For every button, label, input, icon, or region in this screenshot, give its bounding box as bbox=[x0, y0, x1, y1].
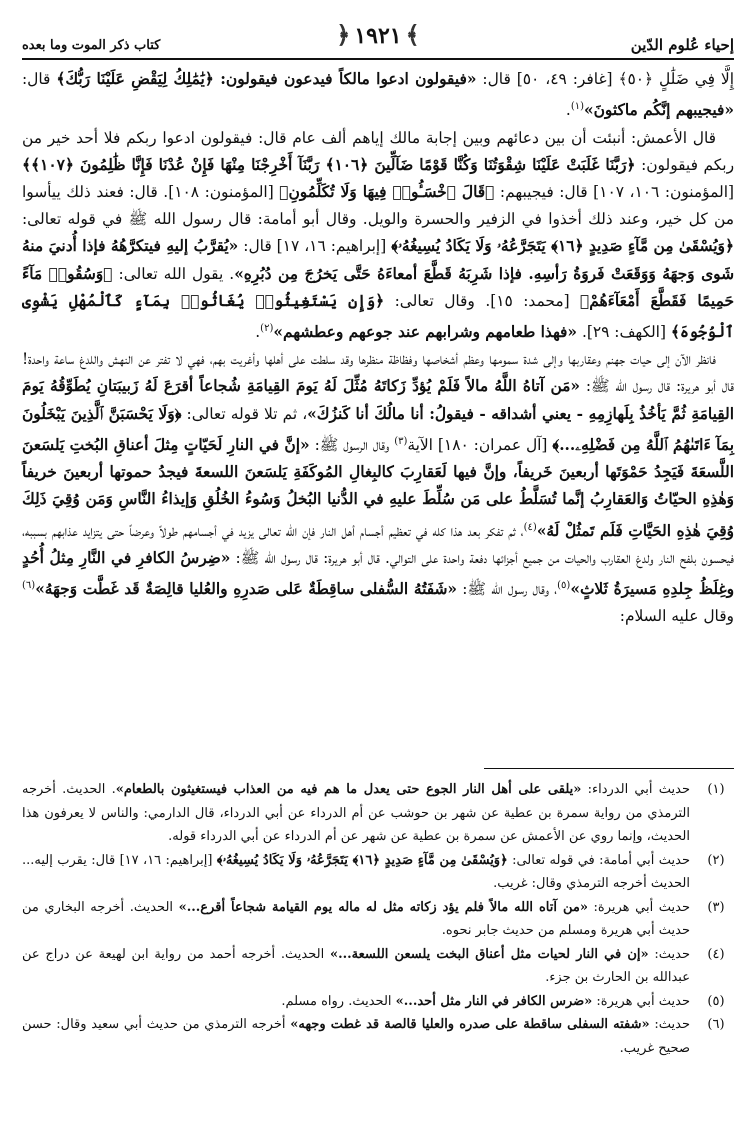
footnote-text bbox=[22, 947, 690, 986]
text-run: [إبراهيم: ١٦، ١٧] قال: bbox=[238, 237, 392, 256]
text-run: . يقول الله تعالى: bbox=[112, 264, 235, 283]
hadith-quote: «من آتاه الله مالاً فلم يؤد زكاته مثل له ماله يوم القيامة شجاعاً أقرع...» bbox=[178, 899, 588, 915]
text-run: إِلَّا فِي ضَلَٰلٍ ﴿٥٠﴾ [غافر: ٤٩، ٥٠] قال: bbox=[476, 70, 734, 88]
footnote-text bbox=[281, 994, 690, 1009]
footnote-text bbox=[22, 853, 690, 892]
text-run: وقال الرسول ﷺ: bbox=[309, 436, 395, 455]
text-run: [المؤمنون: ١٠٨]. قال: فعند ذلك ييأسوا من كل خير، وعند ذلك أخذوا في الزفير والحسرة والويل. وقال أبو أمامة: قال رسول الله ﷺ في قوله تعالى: bbox=[22, 182, 734, 229]
text-run: الحديث. أخرجه البخاري من حديث أبي هريرة ومسلم من حديث جابر نحوه. bbox=[22, 899, 690, 938]
footnote-ref: (١) bbox=[570, 101, 585, 113]
hadith-quote: «إنَّ في النارِ لَحَيّاتٍ مِثلَ أعناقِ البُختِ يَلسَعنَ اللَّسعَةَ فَيَجِدُ حَمْوَتَها أربعينَ خَريفاً، وإنَّ فيها لَعَقارِبَ كالبِغالِ المُوكَفَةِ يَلسَعنَ اللسعةَ فيجدُ حموتها أربعينَ خريفاً وَهٰذِهِ الحيّاتُ وَالعَقارِبُ إنَّما تُسَلَّطُ على مَن سُلِّطَ عليهِ في الدُّنيا البُخلُ وَسُوءُ الخُلُقِ وَإيذاءُ النَّاسِ وَمَن وُقِيَ ذَلِكَ وُقِيَ هٰذِهِ الحَيَّاتِ فَلَم تَمثُلْ لَهُ» bbox=[22, 436, 734, 540]
left-bracket-ornament-icon: ﴾ bbox=[405, 20, 420, 49]
quran-verse: ﴿قَالَ ٱخْسَـُٔوا۟ فِيهَا وَلَا تُكَلِّمُونِ﴾ bbox=[279, 182, 495, 201]
text-run: قال الأعمش: أنبئت أن بين دعائهم وبين إجابة مالك إياهم ألف عام قال: فيقولون ادعوا ربكم فلا أحد خير من ربكم فيقولون: bbox=[22, 128, 734, 174]
text-run: ، ثم تفكر بعد هذا كله في تعظيم أجسام أهل النار فإن الله تعالى يزيد في أجسامهم طولاً وعرضاً حتى يتزايد عذابهم بسببه، فيحسون بلفح النار ولدغ العقارب والحيات من جميع أجزائها دفعة واحدة على التوالي. قال أبو هريرة: قال رسول الله ﷺ: bbox=[22, 521, 734, 567]
hadith-quote: «شفته السفلى ساقطة على صدره والعليا قالصة قد غطت وجهه» bbox=[290, 1017, 650, 1032]
footnote-number: (٤) bbox=[707, 946, 725, 962]
hadith-quote: «فيقولون ادعوا مالكاً فيدعون فيقولون: bbox=[213, 70, 477, 88]
right-bracket-ornament-icon: ﴿ bbox=[336, 20, 351, 49]
page-number: ١٩٢١ bbox=[354, 23, 402, 49]
text-run: أخرجه الترمذي من حديث أبي سعيد وقال: حسن صحيح غريب. bbox=[22, 1017, 690, 1056]
footnote-ref: (٥) bbox=[557, 580, 571, 592]
text-run: حديث: bbox=[648, 946, 690, 962]
footnote-ref: (٢) bbox=[260, 322, 274, 334]
text-run: الحديث. رواه مسلم. bbox=[281, 993, 396, 1009]
footnote bbox=[22, 778, 734, 849]
hadith-quote: «مَن آتاهُ اللَّهُ مالاً فَلَمْ يُؤدِّ زَكاتَهُ مُثِّلَ لَهُ يَومَ القِيامَةِ شُجاعاً أقرَعَ لَهُ زَبيبَتانِ يُطَوِّقُهُ يَومَ القِيامَةِ ثُمَّ يَأخُذُ بِلَهازِمِهِ - يعني أشداقه - فيقولُ: أنا مالُكَ أنا كَنزُكَ» bbox=[22, 377, 734, 423]
running-header bbox=[22, 14, 734, 54]
footnote-number: (٥) bbox=[707, 993, 725, 1009]
footnote-number: (١) bbox=[707, 782, 725, 797]
main-text bbox=[22, 66, 734, 631]
book-title: إحياء عُلوم الدّين bbox=[630, 36, 734, 54]
hadith-quote: «شَفَتُهُ السُّفلى ساقِطَةٌ عَلى صَدرِهِ والعُليا قالِصَةٌ قَد غَطَّت وَجهَهُ» bbox=[35, 580, 458, 599]
footnote-ref: (٦) bbox=[22, 580, 36, 592]
footnote bbox=[22, 1013, 734, 1060]
footnote-text bbox=[22, 1017, 690, 1056]
footnote-ref: (٤) bbox=[523, 521, 537, 533]
quran-verse: ﴿وَسُقُوا۟ مَآءً حَمِيمًا فَقَطَّعَ أَمْعَآءَهُمْ﴾ bbox=[22, 264, 734, 310]
text-run: الحديث. أخرجه أحمد من رواية ابن لهيعة عن دراج عن عبدالله بن الحارث بن جزء. bbox=[22, 946, 690, 985]
footnote bbox=[22, 849, 734, 896]
text-run: . bbox=[565, 101, 571, 120]
quran-verse: ﴿يَٰمَٰلِكُ لِيَقْضِ عَلَيْنَا رَبُّكَ﴾ bbox=[56, 70, 214, 88]
hadith-quote: «إن في النار لحيات مثل أعناق البخت يلسعن اللسعة...» bbox=[329, 946, 649, 962]
text-run: قال: bbox=[22, 70, 57, 88]
quran-verse: ﴿وَلَا يَحْسَبَنَّ ٱلَّذِينَ يَبْخَلُونَ بِمَآ ءَاتَىٰهُمُ ٱللَّهُ مِن فَضْلِهِۦ...﴾ bbox=[22, 404, 734, 455]
text-run: حديث أبي هريرة: bbox=[587, 899, 690, 915]
footnote-text bbox=[22, 900, 690, 939]
footnote bbox=[22, 943, 734, 990]
text-run: فانظر الآن إلى حيات جهنم وعقاربها وإلى شدة سمومها وعظم أشخاصها وفظاظة منظرها وقد سلطت على أهلها وأغريت بهم، فهي لا تفتر عن النهش واللدغ ساعة واحدة! قال أبو هريرة: قال رسول الله ﷺ: bbox=[22, 350, 734, 396]
header-rule bbox=[22, 58, 734, 60]
hadith-quote: ﴿وَيُسْقَىٰ مِن مَّآءٍ صَدِيدٍ ﴿١٦﴾ يَتَجَرَّعُهُۥ وَلَا يَكَادُ يُسِيغُهُۥ﴾ bbox=[216, 852, 508, 868]
text-run: [المؤمنون: ١٠٦، ١٠٧] قال: فيجيبهم: bbox=[494, 182, 734, 201]
text-run: . الحديث. أخرجه الترمذي من رواية سمرة بن عطية عن شهر بن حوشب عن أم الدرداء عن أبي الدرداء، قال الدارمي: والناس لا يعرفون هذا الحديث، وإنما روي عن الأعمش عن سمرة بن عطية عن شهر عن أم الدرداء عن أبي الدرداء قوله. bbox=[22, 782, 690, 844]
hadith-quote: «ضرس الكافر في النار مثل أحد...» bbox=[395, 993, 593, 1009]
text-run: . bbox=[255, 323, 261, 342]
text-run: [آل عمران: ١٨٠] الآية bbox=[407, 436, 553, 455]
paragraph-1 bbox=[22, 66, 734, 125]
chapter-title: كتاب ذكر الموت وما بعده bbox=[22, 38, 161, 53]
footnote-separator bbox=[484, 768, 734, 769]
footnote-text bbox=[22, 782, 690, 844]
footnotes bbox=[22, 778, 734, 1060]
text-run: [إبراهيم: ١٦، ١٧] قال: يقرب إليه... الحديث أخرجه الترمذي وقال: غريب. bbox=[22, 852, 690, 891]
text-run: حديث أبي الدرداء: bbox=[581, 782, 690, 797]
hadith-quote: «يلقى على أهل النار الجوع حتى يعدل ما هم فيه من العذاب فيستغيثون بالطعام» bbox=[115, 782, 582, 797]
quran-verse: ﴿وَإِن يَسْتَغِيثُوا۟ يُغَاثُوا۟ بِمَآءٍ كَٱلْمُهْلِ يَشْوِى ٱلْوُجُوهَ﴾ bbox=[22, 291, 734, 342]
hadith-quote: «فيجيبهم إنَّكُم ماكثونَ» bbox=[584, 101, 734, 120]
text-run: حديث أبي هريرة: bbox=[592, 993, 690, 1009]
book-page bbox=[22, 14, 734, 1110]
paragraph-2 bbox=[22, 125, 734, 347]
paragraph-3 bbox=[22, 346, 734, 630]
text-run: حديث: bbox=[649, 1017, 690, 1032]
text-run: [الكهف: ٢٩]. bbox=[577, 323, 671, 342]
text-run: ، ثم تلا قوله تعالى: bbox=[181, 404, 308, 423]
text-run: ، وقال رسول الله ﷺ: bbox=[457, 580, 558, 599]
hadith-quote: «يُقرَّبُ إليهِ فيتكرَّهُهُ فإذا أُدنيَ منهُ شَوى وَجهَهُ وَوَقَعَتْ فَروَةُ رَأسِهِ. فإذا شَرِبَهُ قَطَّعَ أمعاءَهُ حَتَّى يَخرُجَ مِن دُبُرِهِ» bbox=[22, 237, 734, 283]
footnote-ref: (٣) bbox=[394, 435, 408, 447]
quran-verse: ﴿رَبَّنَا غَلَبَتْ عَلَيْنَا شِقْوَتُنَا وَكُنَّا قَوْمًا ضَآلِّينَ ﴿١٠٦﴾ رَبَّنَآ أَخْرِجْنَا مِنْهَا فَإِنْ عُدْنَا فَإِنَّا ظَٰلِمُونَ ﴿١٠٧﴾﴾ bbox=[22, 155, 636, 174]
footnote-number: (٣) bbox=[707, 899, 725, 915]
quran-verse: ﴿وَيُسْقَىٰ مِن مَّآءٍ صَدِيدٍ ﴿١٦﴾ يَتَجَرَّعُهُۥ وَلَا يَكَادُ يُسِيغُهُۥ﴾ bbox=[391, 237, 734, 256]
text-run: [محمد: ١٥]. وقال تعالى: bbox=[384, 291, 581, 310]
hadith-quote: «فهذا طعامهم وشرابهم عند جوعهم وعطشهم» bbox=[273, 323, 578, 342]
text-run: وقال عليه السلام: bbox=[619, 607, 734, 626]
footnote bbox=[22, 896, 734, 943]
hadith-quote: «ضِرسُ الكافرِ في النَّارِ مِثلُ أُحُدٍ وغِلَظُ جِلدِهِ مَسيرَةُ ثَلاثٍ» bbox=[22, 548, 734, 599]
footnote-number: (٦) bbox=[707, 1017, 725, 1032]
footnote-number: (٢) bbox=[707, 852, 725, 868]
text-run: حديث أبي أمامة: في قوله تعالى: bbox=[507, 852, 691, 868]
footnote bbox=[22, 990, 734, 1014]
